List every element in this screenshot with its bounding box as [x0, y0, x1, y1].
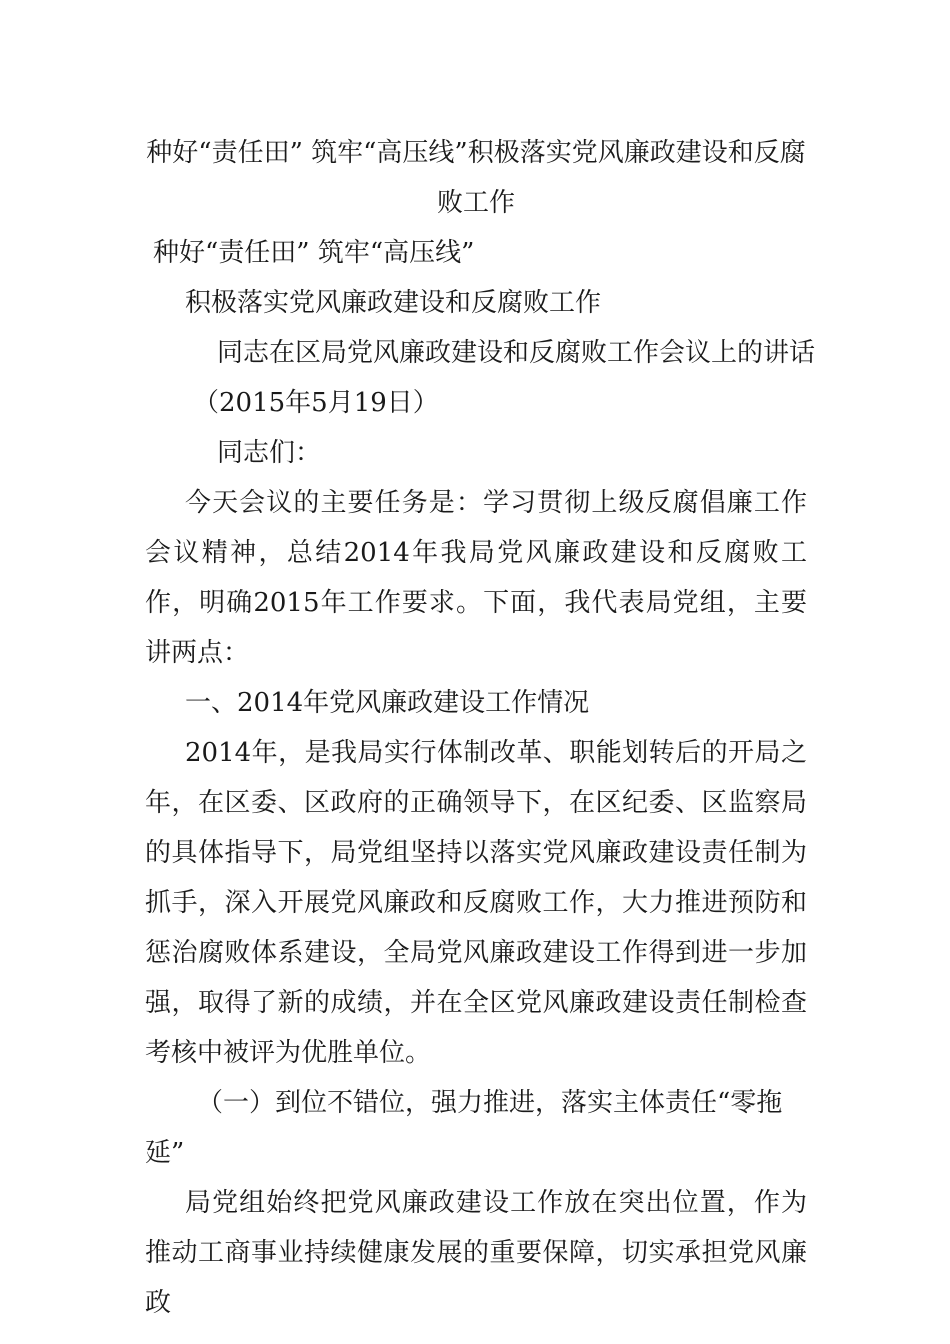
subsection-1-heading: （一）到位不错位，强力推进，落实主体责任“零拖延”: [145, 1088, 783, 1168]
section-1-paragraph: 2014年，是我局实行体制改革、职能划转后的开局之年，在区委、区政府的正确领导下，在区纪委、区监察局的具体指导下，局党组坚持以落实党风廉政建设责任制为抓手，深入开展党风廉政和反腐败工作，大力推进预防和惩治腐败体系建设，全局党风廉政建设工作得到进一步加强，取得了新的成绩，并在全区党风廉政建设责任制检查考核中被评为优胜单位。: [145, 738, 807, 1068]
document-title: 种好“责任田” 筑牢“高压线”积极落实党风廉政建设和反腐败工作: [146, 138, 806, 218]
subtitle-line-1: 种好“责任田” 筑牢“高压线”: [153, 238, 475, 268]
document-body: [145, 128, 816, 1328]
speech-attribution: 同志在区局党风廉政建设和反腐败工作会议上的讲话: [217, 338, 816, 368]
speech-date: （2015年5月19日）: [193, 388, 439, 418]
salutation: 同志们：: [217, 438, 322, 468]
intro-paragraph: 今天会议的主要任务是：学习贯彻上级反腐倡廉工作会议精神，总结2014年我局党风廉政建设和反腐败工作，明确2015年工作要求。下面，我代表局党组，主要讲两点：: [145, 488, 807, 668]
subsection-1-paragraph: 局党组始终把党风廉政建设工作放在突出位置，作为推动工商事业持续健康发展的重要保障，切实承担党风廉政: [145, 1188, 807, 1318]
section-1-heading: 一、2014年党风廉政建设工作情况: [185, 688, 590, 718]
subtitle-line-2: 积极落实党风廉政建设和反腐败工作: [185, 288, 602, 318]
